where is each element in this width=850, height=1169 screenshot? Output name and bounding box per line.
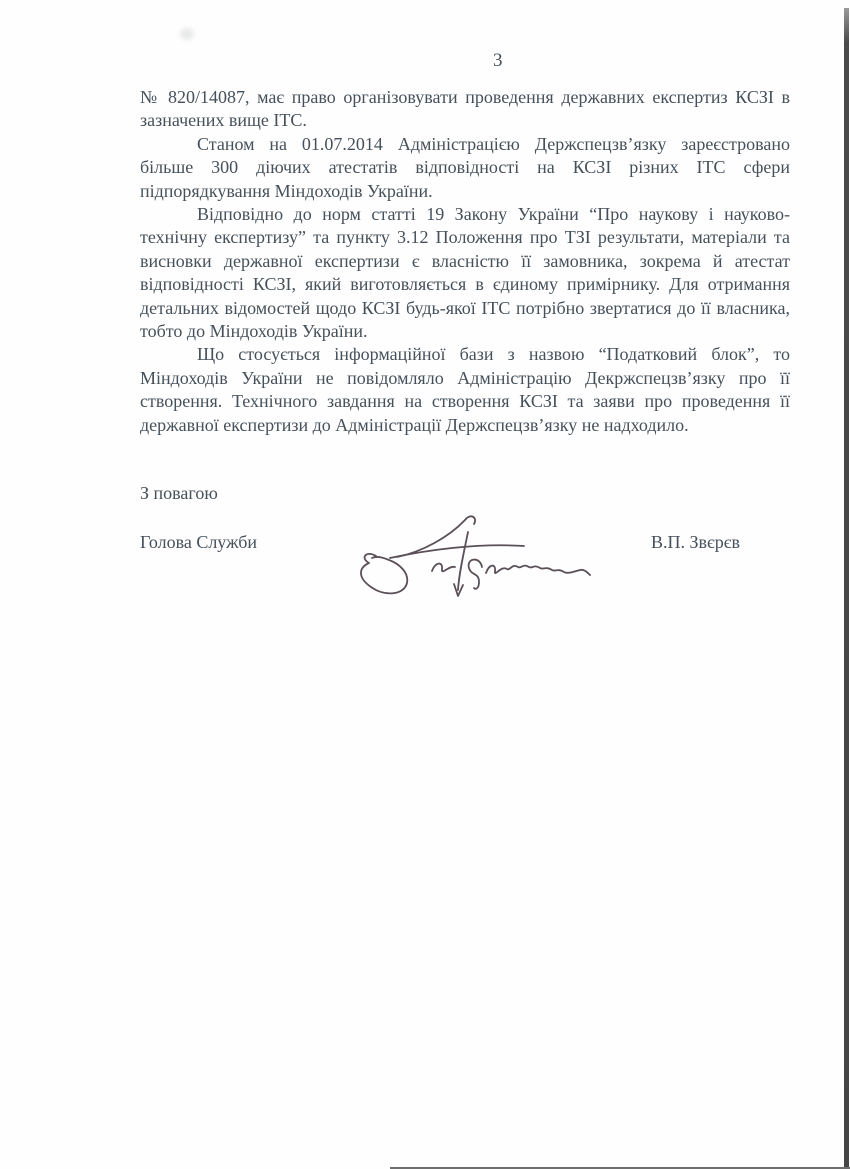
- signer-name: В.П. Звєрєв: [651, 532, 740, 552]
- paragraph: Відповідно до норм статті 19 Закону України “Про наукову і науково-технічну експертизу” та пункту 3.12 Положення про ТЗІ результати, матеріали та висновки державної експертизи є власністю її замовника, зокрема й атестат відповідності КСЗІ, який виготовляється в єдиному примірнику. Для отримання детальних відомостей щодо КСЗІ будь-якої ІТС потрібно звертатися до її власника, тобто до Міндоходів України.: [140, 204, 790, 342]
- paragraph: Станом на 01.07.2014 Адміністрацією Держспецзв’язку зареєстровано більше 300 діючих атестатів відповідності на КСЗІ різних ІТС сфери підпорядкування Міндоходів України.: [140, 133, 790, 201]
- letter-body: [140, 86, 790, 437]
- paragraph: Що стосується інформаційної бази з назвою “Податковий блок”, то Міндоходів України не повідомляло Адміністрацію Декржспецзв’язку про її створення. Технічного завдання на створення КСЗІ та заяви про проведення її державної експертизи до Адміністрації Держспецзв’язку не надходило.: [140, 344, 790, 435]
- scan-smudge: [180, 28, 194, 40]
- paragraph: № 820/14087, має право організовувати проведення державних експертиз КСЗІ в зазначених вище ІТС.: [140, 87, 790, 131]
- closing-salutation: З повагою: [140, 483, 218, 503]
- signer-title: Голова Служби: [140, 532, 258, 552]
- signature-image: [352, 510, 600, 618]
- scan-edge-right: [844, 8, 849, 1169]
- page-number: 3: [493, 50, 503, 71]
